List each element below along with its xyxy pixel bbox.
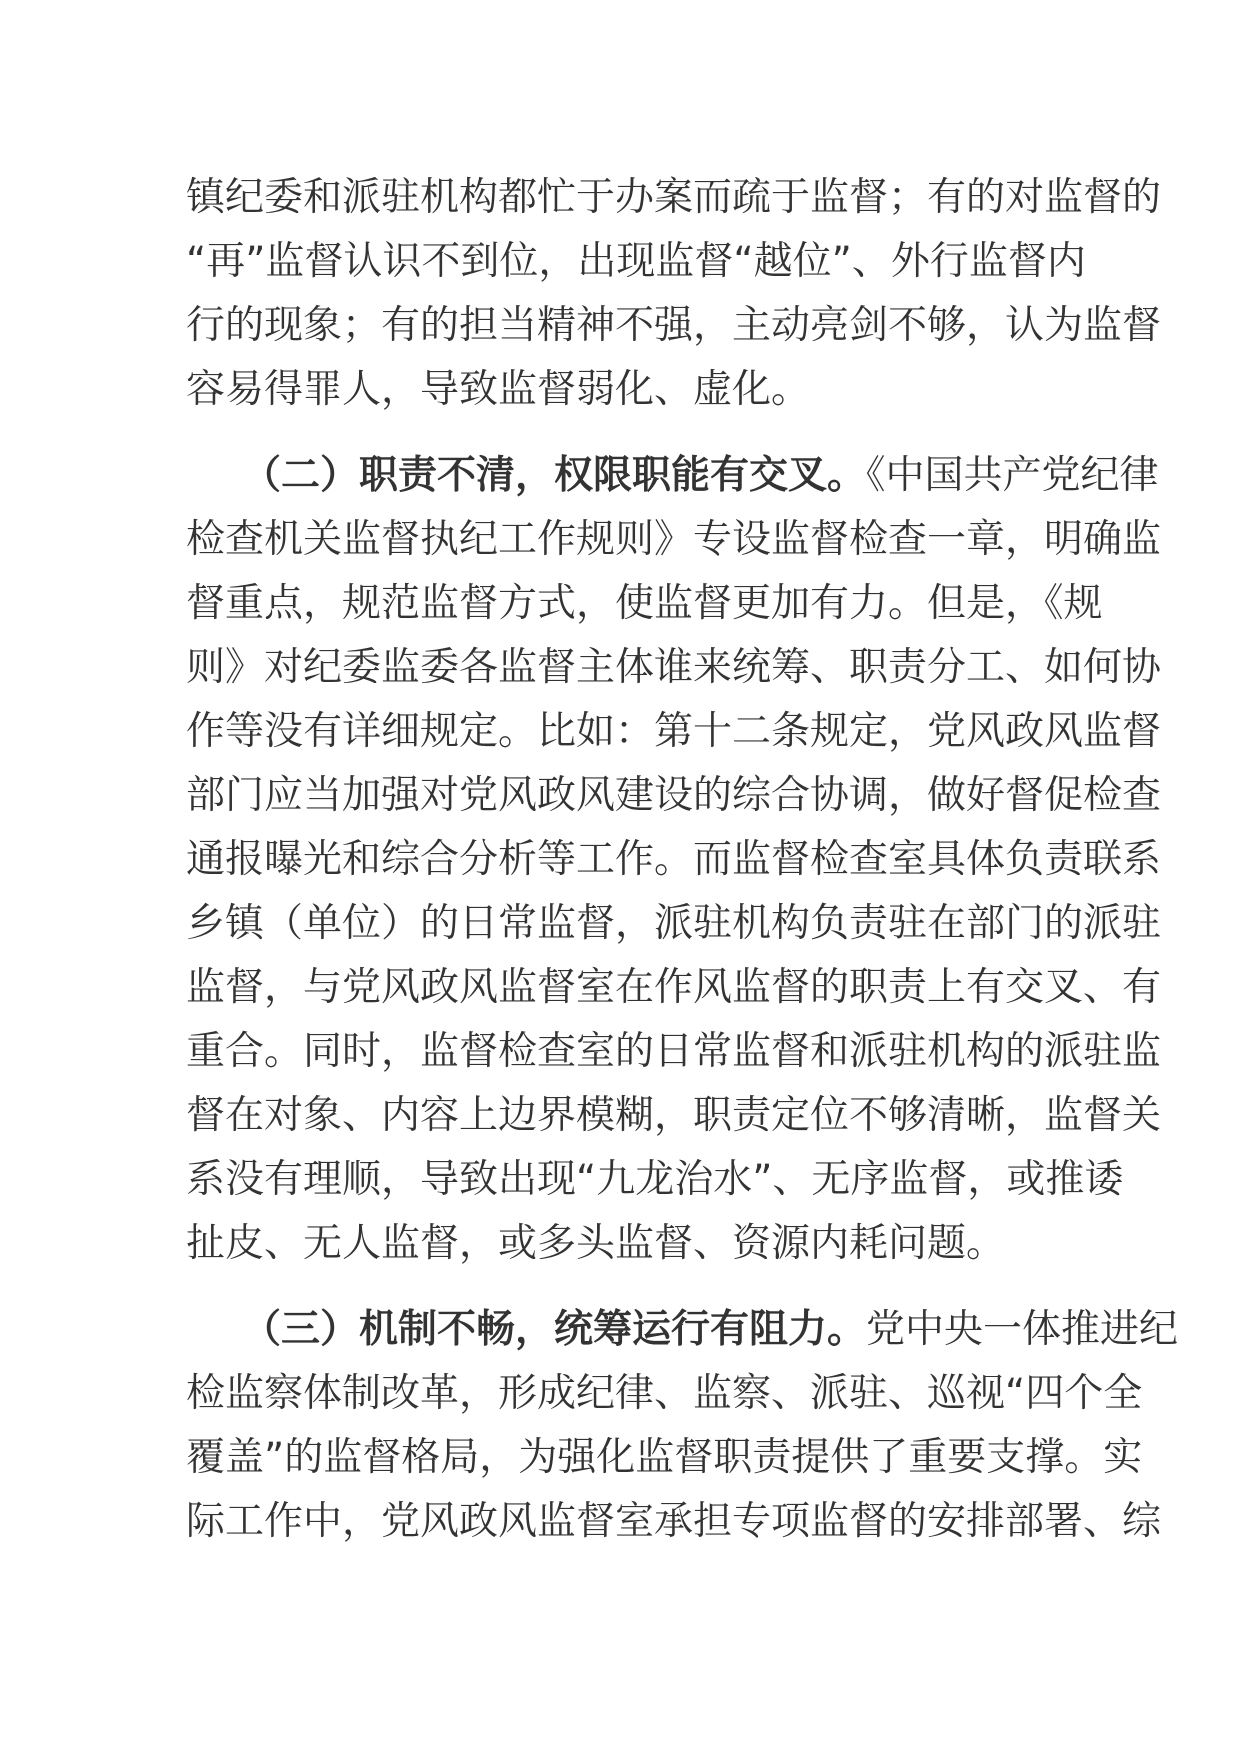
text-line: 行的现象；有的担当精神不强，主动亮剑不够，认为监督 — [186, 303, 1162, 348]
paragraph-3 — [186, 1298, 1179, 1554]
text-line: 容易得罪人，导致监督弱化、虚化。 — [186, 367, 811, 412]
text-line: 镇纪委和派驻机构都忙于办案而疏于监督；有的对监督的 — [186, 175, 1162, 220]
text-line: 通报曝光和综合分析等工作。而监督检查室具体负责联系 — [186, 837, 1162, 882]
text-line: 覆盖”的监督格局，为强化监督职责提供了重要支撑。实 — [186, 1435, 1143, 1480]
text-line: 作等没有详细规定。比如：第十二条规定，党风政风监督 — [186, 709, 1162, 754]
paragraph-1 — [186, 166, 1162, 422]
text-line: 扯皮、无人监督，或多头监督、资源内耗问题。 — [186, 1221, 1006, 1266]
text-line: 检查机关监督执纪工作规则》专设监督检查一章，明确监 — [186, 517, 1162, 562]
section-heading-3: （三）机制不畅，统筹运行有阻力。 — [242, 1307, 867, 1352]
text-line-first — [186, 444, 1159, 508]
text-line: 重合。同时，监督检查室的日常监督和派驻机构的派驻监 — [186, 1029, 1162, 1074]
text-line: 部门应当加强对党风政风建设的综合协调，做好督促检查 — [186, 773, 1162, 818]
text-line: 督重点，规范监督方式，使监督更加有力。但是，《规 — [186, 581, 1103, 626]
text-line: 督在对象、内容上边界模糊，职责定位不够清晰，监督关 — [186, 1093, 1162, 1138]
text-line: “再”监督认识不到位，出现监督“越位”、外行监督内 — [186, 239, 1086, 284]
text-line: 监督，与党风政风监督室在作风监督的职责上有交叉、有 — [186, 965, 1162, 1010]
text-run: 《中国共产党纪律 — [866, 453, 1159, 498]
text-line: 际工作中，党风政风监督室承担专项监督的安排部署、综 — [186, 1499, 1162, 1544]
paragraph-2 — [186, 444, 1162, 1276]
text-run: 党中央一体推进纪 — [866, 1307, 1179, 1352]
text-line: 则》对纪委监委各监督主体谁来统筹、职责分工、如何协 — [186, 645, 1162, 690]
text-line: 检监察体制改革，形成纪律、监察、派驻、巡视“四个全 — [186, 1371, 1143, 1416]
text-line: 乡镇（单位）的日常监督，派驻机构负责驻在部门的派驻 — [186, 901, 1162, 946]
section-heading-2: （二）职责不清，权限职能有交叉。 — [242, 453, 867, 498]
document-body — [186, 166, 1179, 1554]
text-line: 系没有理顺，导致出现“九龙治水”、无序监督，或推诿 — [186, 1157, 1124, 1202]
text-line-first — [186, 1298, 1179, 1362]
